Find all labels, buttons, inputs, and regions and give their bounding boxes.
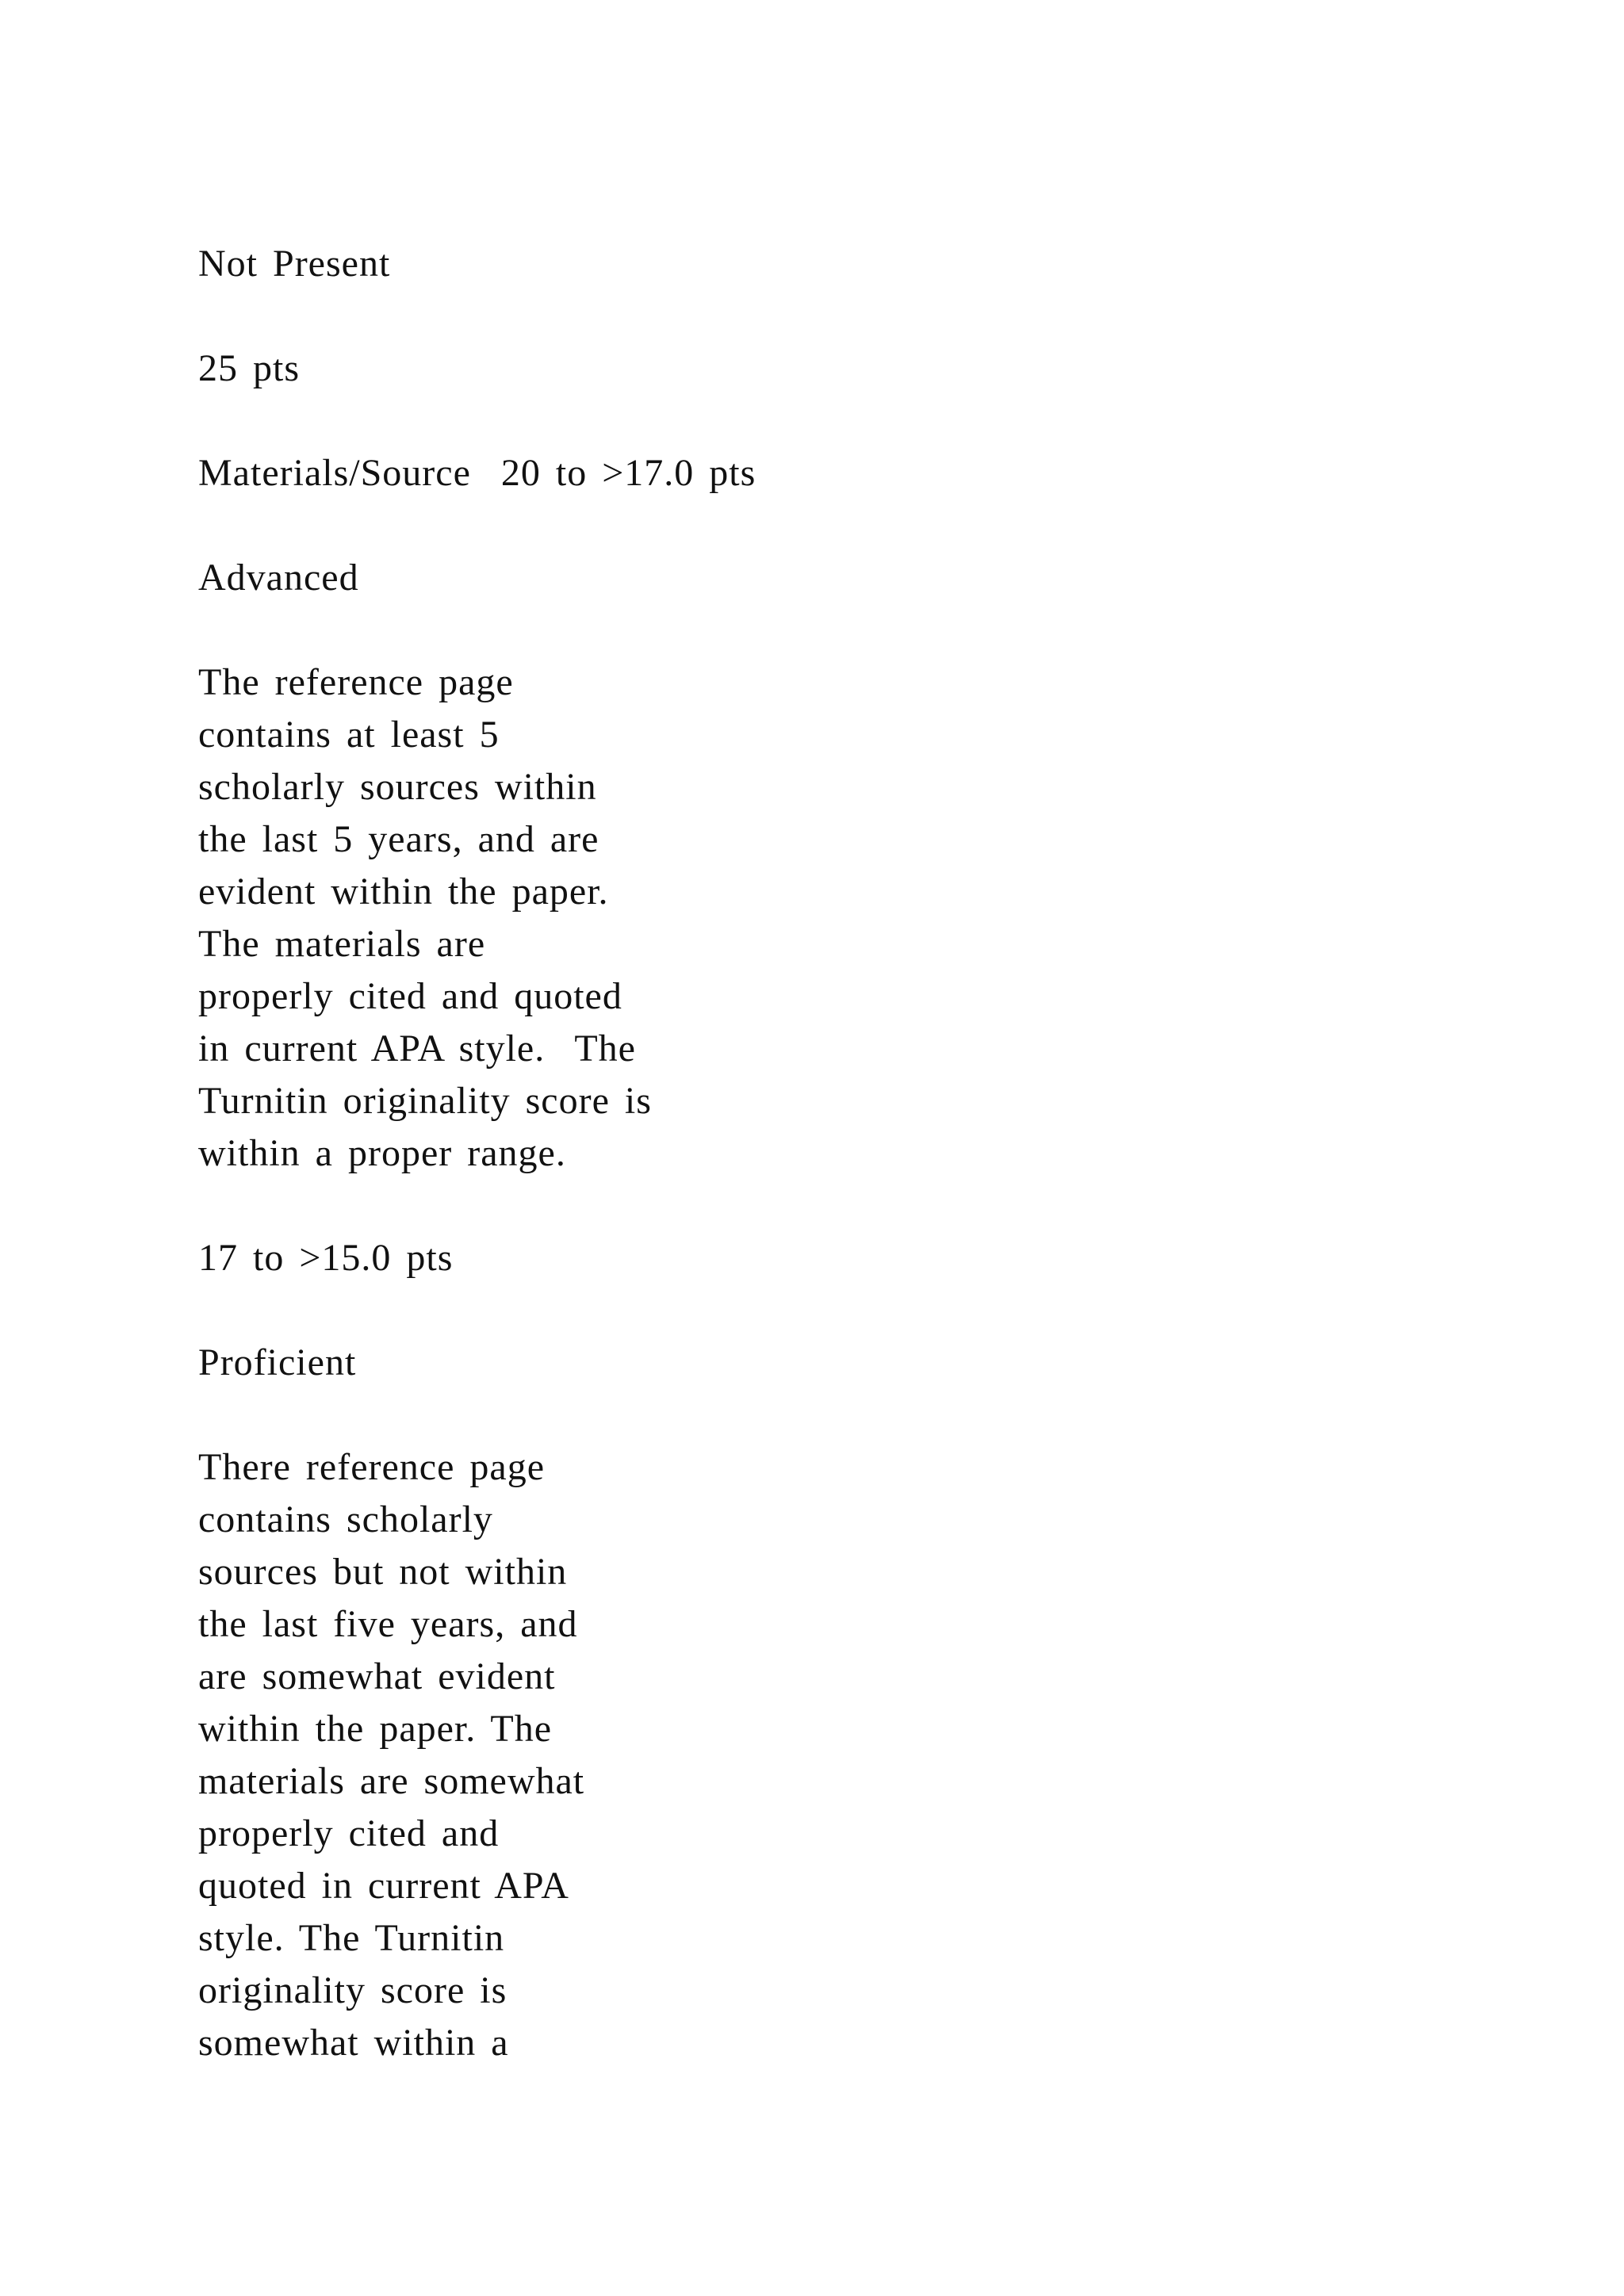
text-line: style. The Turnitin: [198, 1917, 505, 1959]
rating-points: [198, 342, 1388, 395]
text-line: the last 5 years, and are: [198, 818, 599, 860]
text-line: in current APA style. The: [198, 1027, 636, 1070]
text-line: sources but not within: [198, 1551, 568, 1593]
text-line: somewhat within a: [198, 2022, 509, 2064]
text-line: evident within the paper.: [198, 871, 609, 913]
text-line: the last five years, and: [198, 1603, 578, 1645]
proficient-description: [198, 1441, 1388, 2069]
text-line: Proficient: [198, 1341, 357, 1383]
text-line: materials are somewhat: [198, 1760, 585, 1802]
rating-not-present: [198, 238, 1388, 290]
text-line: The reference page: [198, 661, 514, 703]
text-line: Turnitin originality score is: [198, 1080, 652, 1122]
text-line: Not Present: [198, 243, 391, 285]
rating-advanced: [198, 552, 1388, 604]
text-line: within the paper. The: [198, 1708, 553, 1750]
text-line: contains at least 5: [198, 714, 500, 756]
rating-proficient: [198, 1337, 1388, 1389]
document-body: [198, 238, 1388, 2069]
text-line: Advanced: [198, 557, 359, 599]
text-line: The materials are: [198, 923, 486, 965]
rating-points: [198, 1232, 1388, 1284]
text-line: within a proper range.: [198, 1132, 566, 1174]
text-line: There reference page: [198, 1446, 545, 1488]
criterion-materials-source: [198, 447, 1388, 499]
text-line: 25 pts: [198, 347, 301, 389]
advanced-description: [198, 656, 1388, 1180]
text-line: properly cited and quoted: [198, 975, 622, 1017]
text-line: contains scholarly: [198, 1498, 493, 1540]
text-line: 17 to >15.0 pts: [198, 1237, 454, 1279]
text-line: properly cited and: [198, 1812, 500, 1854]
text-line: are somewhat evident: [198, 1655, 556, 1697]
text-line: originality score is: [198, 1969, 508, 2011]
text-line: scholarly sources within: [198, 766, 597, 808]
text-line: quoted in current APA: [198, 1865, 569, 1907]
text-line: Materials/Source 20 to >17.0 pts: [198, 452, 756, 494]
